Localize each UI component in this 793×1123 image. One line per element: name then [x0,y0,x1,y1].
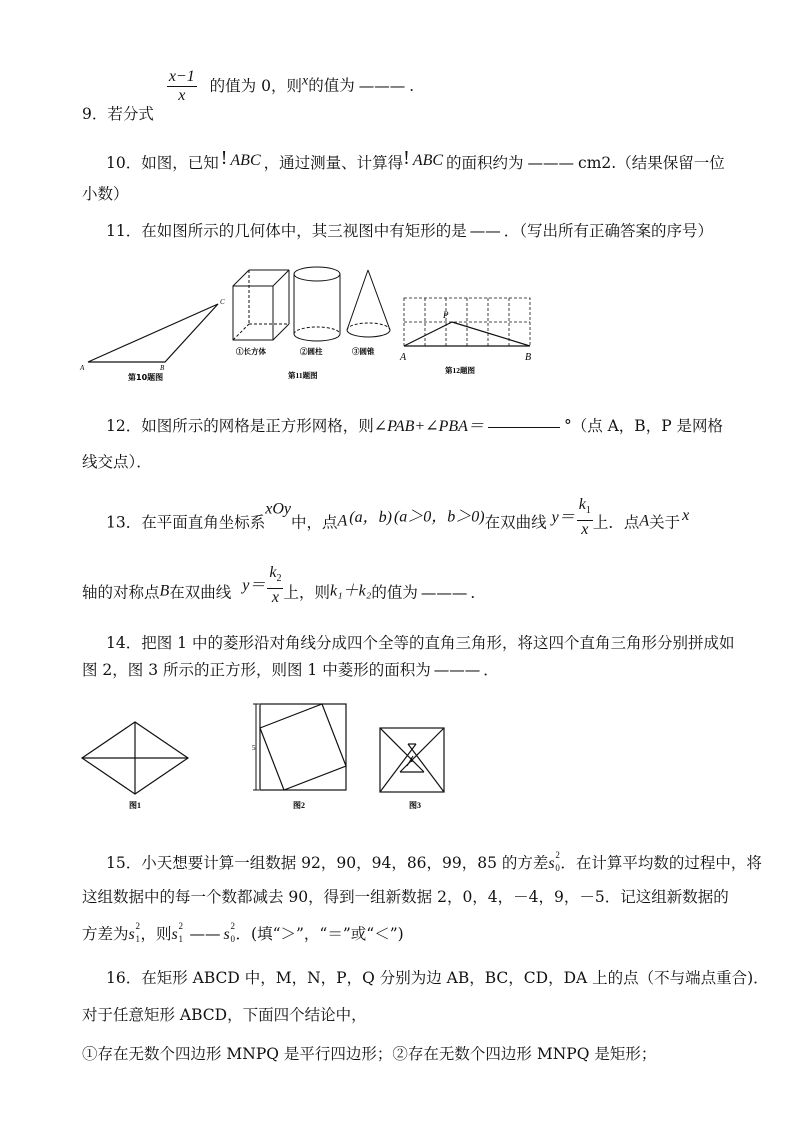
question-9 [82,68,425,123]
cuboid-figure [233,270,289,340]
q14-blank: ——— [433,661,481,679]
q9-post: 的值为 [308,76,355,95]
fig11-caption: 第11题图 [288,371,318,380]
fig2-side-label: 5 [252,744,256,752]
question-12-line-1 [106,416,723,437]
question-15-line-3 [82,921,404,945]
q15-line1-post: ．在计算平均数的过程中，将 [560,854,762,872]
q13-x-den-1: x [581,521,589,539]
q13-fraction-2-row [242,564,283,607]
cone-figure [347,270,390,337]
q15-s0-letter: s [548,855,555,872]
q15-s1-sub: 1 [135,934,141,944]
rhombus-figure [82,722,188,794]
fig3-caption: 图3 [409,801,421,810]
q13-condition: (a＞0，b＞0) [393,508,485,526]
q11-blank: —— [469,222,501,240]
q13-blank: ——— [420,583,468,602]
q13-point-a-2: A [639,512,650,530]
q13-end: ． [470,583,486,602]
q9-end: ． [409,76,425,95]
solid-1-label: ①长方体 [236,347,266,356]
q15-line3-post: ．(填“＞”，“＝”或“＜”) [235,925,404,943]
q11-text: 11．在如图所示的几何体中，其三视图中有矩形的是 [106,222,467,240]
q14-end: ． [483,661,499,679]
q15-s1b-sup: 2 [178,921,184,931]
question-14-line-2 [82,660,499,680]
fig2-caption: 图2 [293,801,305,810]
q9-variable: x [301,73,309,89]
q10-exclaim-1: ! [220,147,228,169]
question-13-line-1 [106,496,689,540]
fig10-label-c: C [220,298,225,306]
q15-s0 [548,850,560,874]
q13-x-den-2: x [271,589,279,607]
q13-mid4: 关于 [649,513,681,532]
solid-2-label: ②圆柱 [300,347,323,356]
q13-k1 [577,496,593,521]
fig12-label-b: B [525,352,532,363]
q9-blank: ——— [358,76,406,95]
question-16-line-2: 对于任意矩形 ABCD，下面四个结论中， [82,1006,367,1024]
question-11 [106,221,713,241]
q13-fraction-1-row [552,496,593,539]
q14-line2-text: 图 2，图 3 所示的正方形，则图 1 中菱形的面积为 [82,661,431,679]
q13-k1-letter: k [578,496,586,513]
q13-coords: (a，b) [349,508,392,526]
q9-number: 9． [82,104,108,123]
question-10-line-2: 小数） [82,185,129,203]
fig10-label-b: B [160,364,165,372]
q13-k2-letter: k [269,564,277,581]
question-14-line-1: 14．把图 1 中的菱形沿对角线分成四个全等的直角三角形，将这四个直角三角形分别拼成如 [106,634,735,652]
q12-prefix: 12．如图所示的网格是正方形网格，则 [106,417,374,435]
q9-fraction-numerator: x−1 [168,68,195,85]
square-figure-2 [253,704,346,790]
fig1-caption: 图1 [129,801,141,810]
q15-s0b-letter: s [223,926,230,943]
q9-middle: 的值为 0，则 [209,76,302,95]
q15-s1 [128,921,141,945]
q15-s0b-sup: 2 [230,921,236,931]
q11-post: ．（写出所有正确答案的序号） [503,222,713,240]
figures-row-1 [0,260,793,385]
q12-blank [488,427,560,428]
fig10-caption: 第10题图 [128,373,164,382]
fig12-label-p: P [443,310,449,320]
q15-s1b-sub: 1 [178,934,184,944]
question-12-line-2: 线交点）． [82,453,152,471]
fig3-inner-label: 1 [410,756,414,764]
question-15-line-2: 这组数据中的每一个数都减去 90，得到一组新数据 2，0，4，－4，9，－5．记这组新数据的 [82,888,729,906]
q15-s1-sup: 2 [135,921,141,931]
question-16-line-1: 16．在矩形 ABCD 中，M，N，P，Q 分别为边 AB，BC，CD，DA 上的点（不与端点重合)． [106,969,769,987]
question-13-line-2 [82,564,486,608]
cylinder-figure [294,267,340,341]
q15-line3-prefix: 方差为 [82,925,129,943]
q15-line3-mid: ，则 [140,925,172,943]
question-10-line-1 [106,148,725,173]
q12-expression: ∠PAB+∠PBA＝ [373,418,484,435]
q15-s0b-sub: 0 [230,934,236,944]
q13-sum: k₁＋k₂ [329,582,372,600]
q13-k2 [267,564,283,589]
q15-s0-sub: 0 [555,863,560,873]
fig12-caption: 第12题图 [445,366,475,375]
q13-point-b: B [159,582,170,600]
q13-line2-prefix: 轴的对称点 [82,583,160,602]
figure-12-grid [404,298,530,346]
q13-xoy: xOy [265,500,291,518]
q13-line2-mid: 在双曲线 [169,583,232,602]
q12-degree: °（点 A，B，P 是网格 [563,417,724,435]
q13-line2-end: 的值为 [371,583,418,602]
q13-k2-sub: 2 [276,573,282,585]
fig12-label-a: A [400,352,407,363]
q10-blank: ——— [527,154,575,172]
q10-triangle-1: ABC [230,152,261,169]
figures-row-2 [0,700,793,820]
q9-fraction-denominator: x [178,87,186,104]
q13-mid3: 上．点 [592,513,640,532]
q10-text-d: cm2.（结果保留一位 [578,154,725,172]
question-15-line-1 [106,850,762,874]
q13-y-equals-2: y＝ [242,576,266,594]
q13-mid2: 在双曲线 [484,513,547,532]
figure-10-triangle [79,298,225,382]
q9-fraction [167,68,197,105]
q15-s0-again [223,921,236,945]
q13-fraction-1 [577,496,593,539]
q10-triangle-2: ABC [412,152,444,169]
q9-prefix: 若分式 [107,104,154,123]
q13-mid1: 中，点 [291,513,338,532]
q13-line2-post: 上，则 [283,583,330,602]
q15-s0-sup: 2 [555,850,560,860]
q13-y-equals-1: y＝ [551,508,575,526]
q13-k1-sub: 1 [585,505,591,517]
question-16-line-3: ①存在无数个四边形 MNPQ 是平行四边形；②存在无数个四边形 MNPQ 是矩形； [82,1045,657,1063]
q13-hyperbola-1 [552,496,593,539]
q15-blank: —— [189,925,221,943]
q13-prefix: 13．在平面直角坐标系 [106,513,266,532]
q15-s1-letter: s [128,926,135,943]
q10-text-b: ，通过测量、计算得 [263,154,404,172]
q15-line1-prefix: 15．小天想要计算一组数据 92，90，94，86，99，85 的方差 [106,854,549,872]
q13-point-a: A [337,512,348,530]
q10-text-a: 10．如图，已知 [106,154,219,172]
solid-3-label: ③圆锥 [352,347,375,356]
q13-fraction-2 [267,564,283,607]
q13-hyperbola-2 [242,564,283,607]
q15-s1b-letter: s [171,926,178,943]
q13-x-axis: x [682,506,690,524]
q10-text-c: 的面积约为 [446,154,524,172]
fig10-label-a: A [80,364,85,372]
q10-exclaim-2: ! [403,147,410,169]
q15-s1-again [171,921,184,945]
